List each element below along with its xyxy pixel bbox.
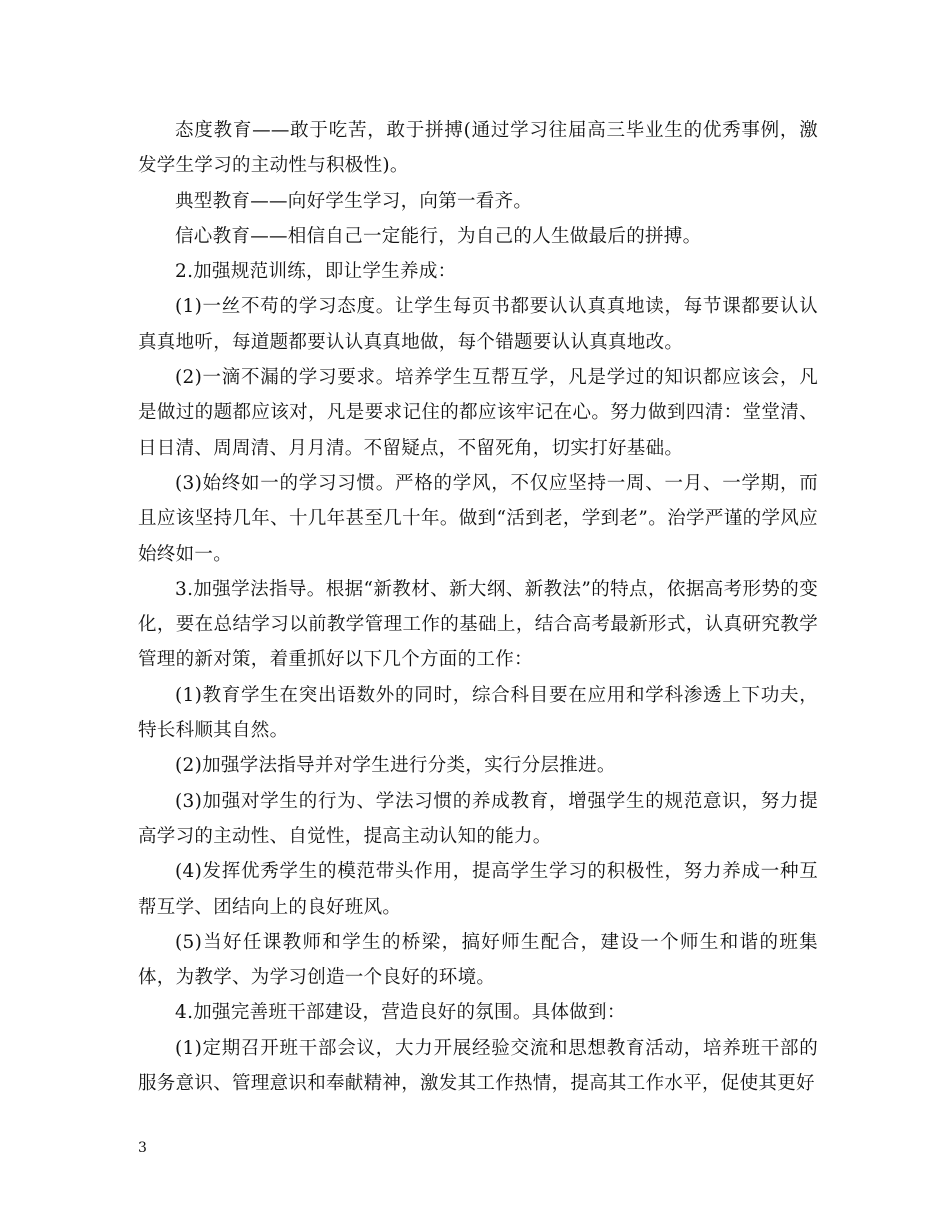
paragraph-training-item-3: (3)始终如一的学习习惯。严格的学风，不仅应坚持一周、一月、一学期，而且应该坚持几年、十几年甚至几十年。做到“活到老，学到老”。治学严谨的学风应始终如一。 [138,472,818,565]
paragraph-attitude-education: 态度教育——敢于吃苦，敢于拼搏(通过学习往届高三毕业生的优秀事例，激发学生学习的主动性与积极性)。 [138,120,818,177]
heading-class-cadre-building: 4.加强完善班干部建设，营造良好的氛围。具体做到： [175,1002,626,1024]
paragraph-training-item-2: (2)一滴不漏的学习要求。培养学生互帮互学，凡是学过的知识都应该会，凡是做过的题都应该对，凡是要求记住的都应该牢记在心。努力做到四清：堂堂清、日日清、周周清、月月清。不留疑点，不留死角，切实打好基础。 [138,367,818,459]
paragraph-guidance-item-1: (1)教育学生在突出语数外的同时，综合科目要在应用和学科渗透上下功夫，特长科顺其自然。 [138,684,818,742]
heading-standard-training: 2.加强规范训练，即让学生养成： [175,261,457,283]
document-body [138,113,818,1101]
paragraph-guidance-item-4: (4)发挥优秀学生的模范带头作用，提高学生学习的积极性，努力养成一种互帮互学、团结向上的良好班风。 [138,861,818,918]
heading-study-method-guidance: 3.加强学法指导。根据“新教材、新大纲、新教法”的特点，依据高考形势的变化，要在总结学习以前教学管理工作的基础上，结合高考最新形式，认真研究教学管理的新对策，着重抓好以下几个方面的工作： [138,578,818,671]
paragraph-guidance-item-3: (3)加强对学生的行为、学法习惯的养成教育，增强学生的规范意识，努力提高学习的主动性、自觉性，提高主动认知的能力。 [138,790,818,847]
paragraph-guidance-item-2: (2)加强学法指导并对学生进行分类，实行分层推进。 [175,755,616,777]
paragraph-guidance-item-5: (5)当好任课教师和学生的桥梁，搞好师生配合，建设一个师生和谐的班集体，为教学、为学习创造一个良好的环境。 [138,931,818,989]
paragraph-cadre-item-1: (1)定期召开班干部会议，大力开展经验交流和思想教育活动，培养班干部的服务意识、管理意识和奉献精神，激发其工作热情，提高其工作水平，促使其更好 [138,1037,818,1095]
paragraph-training-item-1: (1)一丝不苟的学习态度。让学生每页书都要认认真真地读，每节课都要认认真真地听，每道题都要认认真真地做，每个错题要认认真真地改。 [138,296,818,353]
paragraph-confidence-education: 信心教育——相信自己一定能行，为自己的人生做最后的拼搏。 [175,225,702,247]
page-number: 3 [138,1140,147,1156]
paragraph-model-education: 典型教育——向好学生学习，向第一看齐。 [175,190,533,212]
